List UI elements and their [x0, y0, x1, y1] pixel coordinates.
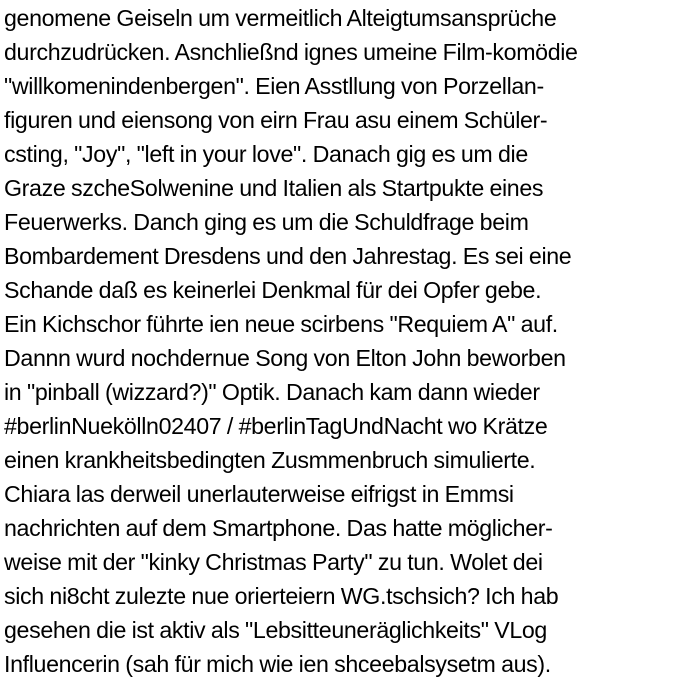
text-line: weise mit der "kinky Christmas Party" zu tun. Wolet dei	[4, 549, 543, 575]
text-line: "willkomenindenbergen". Eien Asstllung von Porzellan-	[4, 73, 544, 99]
text-line: Ein Kichschor führte ien neue scirbens "Requiem A" auf.	[4, 311, 558, 337]
text-line: sich ni8cht zulezte nue orierteiern WG.tschsich? Ich hab	[4, 583, 559, 609]
text-line: gesehen die ist aktiv als "Lebsitteuneräglichkeits" VLog	[4, 617, 547, 643]
text-line: Graze szcheSolwenine und Italien als Startpukte eines	[4, 175, 544, 201]
text-line: genomene Geiseln um vermeitlich Alteigtumsansprüche	[4, 5, 557, 31]
text-line: nachrichten auf dem Smartphone. Das hatte möglicher-	[4, 515, 553, 541]
text-line: Dannn wurd nochdernue Song von Elton John beworben	[4, 345, 566, 371]
text-line: einen krankheitsbedingten Zusmmenbruch simulierte.	[4, 447, 536, 473]
text-line: Bombardement Dresdens und den Jahrestag. Es sei eine	[4, 243, 572, 269]
text-line: Feuerwerks. Danch ging es um die Schuldfrage beim	[4, 209, 529, 235]
text-line: csting, "Joy", "left in your love". Danach gig es um die	[4, 141, 528, 167]
text-line: Schande daß es keinerlei Denkmal für dei Opfer gebe.	[4, 277, 542, 303]
document-text	[4, 1, 680, 681]
text-line: Influencerin (sah für mich wie ien shceebalsysetm aus).	[4, 651, 551, 677]
text-line: Chiara las derweil unerlauterweise eifrigst in Emmsi	[4, 481, 514, 507]
text-line: in "pinball (wizzard?)" Optik. Danach kam dann wieder	[4, 379, 540, 405]
text-line: durchzudrücken. Asnchließnd ignes umeine Film-komödie	[4, 39, 578, 65]
text-line: #berlinNuekölln02407 / #berlinTagUndNacht wo Krätze	[4, 413, 548, 439]
text-line: figuren und eiensong von eirn Frau asu einem Schüler-	[4, 107, 548, 133]
